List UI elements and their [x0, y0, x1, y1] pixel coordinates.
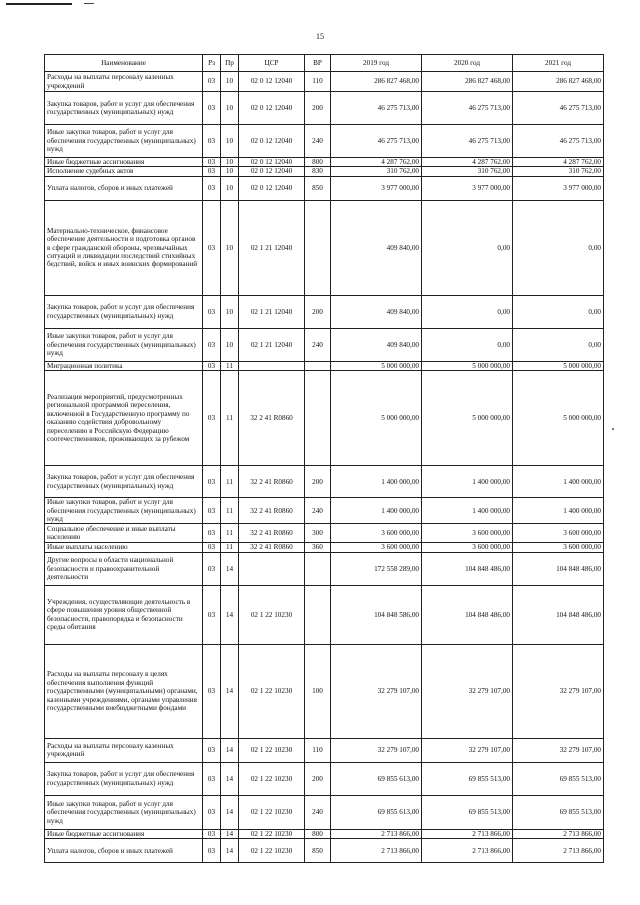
row-csr: 02 0 12 12040	[239, 92, 305, 125]
row-pr: 11	[221, 543, 239, 552]
row-2021: 69 855 513,00	[513, 762, 604, 795]
row-rz: 03	[203, 839, 221, 863]
row-2019: 46 275 713,00	[331, 92, 422, 125]
row-2021: 46 275 713,00	[513, 92, 604, 125]
row-2019: 32 279 107,00	[331, 738, 422, 762]
header-rule	[6, 3, 72, 5]
row-2019: 3 600 000,00	[331, 524, 422, 543]
row-vr	[305, 371, 331, 466]
row-2021: 1 400 000,00	[513, 466, 604, 498]
row-2021: 32 279 107,00	[513, 644, 604, 738]
row-pr: 10	[221, 328, 239, 361]
row-2020: 310 762,00	[422, 167, 513, 176]
row-2021: 32 279 107,00	[513, 738, 604, 762]
row-vr: 200	[305, 295, 331, 328]
row-name: Материально-техническое, финансовое обеспечение деятельности и подготовка органов в сфере гражданской обороны, чрезвычайных ситуаций и ликвидации последствий стихийных бедствий, войск и иных воинских формирований	[45, 200, 203, 295]
row-name: Иные закупки товаров, работ и услуг для обеспечения государственных (муниципальных) нужд	[45, 125, 203, 158]
table-row	[45, 167, 604, 176]
row-name: Закупка товаров, работ и услуг для обеспечения государственных (муниципальных) нужд	[45, 762, 203, 795]
row-csr: 02 0 12 12040	[239, 125, 305, 158]
row-csr: 02 1 22 10230	[239, 762, 305, 795]
row-rz: 03	[203, 738, 221, 762]
row-csr: 02 1 22 10230	[239, 585, 305, 644]
header-2020: 2020 год	[422, 55, 513, 72]
table-row	[45, 92, 604, 125]
row-pr: 14	[221, 552, 239, 585]
table-row	[45, 72, 604, 92]
row-2021: 3 600 000,00	[513, 543, 604, 552]
row-name: Расходы на выплаты персоналу в целях обеспечения выполнения функций государственными (муниципальными) органами, казенными учреждениями, органами управления государственными внебюджетными фондами	[45, 644, 203, 738]
row-2019: 104 848 586,00	[331, 585, 422, 644]
row-rz: 03	[203, 829, 221, 838]
row-csr: 02 1 22 10230	[239, 644, 305, 738]
table-row	[45, 543, 604, 552]
row-csr: 02 0 12 12040	[239, 176, 305, 200]
row-pr: 10	[221, 167, 239, 176]
row-vr: 240	[305, 328, 331, 361]
row-name: Иные выплаты населению	[45, 543, 203, 552]
row-csr: 02 0 12 12040	[239, 72, 305, 92]
row-pr: 10	[221, 176, 239, 200]
row-rz: 03	[203, 72, 221, 92]
row-2019: 69 855 613,00	[331, 762, 422, 795]
row-2020: 104 848 486,00	[422, 585, 513, 644]
table-row	[45, 762, 604, 795]
row-2021: 0,00	[513, 295, 604, 328]
row-vr	[305, 585, 331, 644]
table-row	[45, 125, 604, 158]
scan-mark	[612, 428, 614, 430]
row-rz: 03	[203, 176, 221, 200]
row-pr: 10	[221, 72, 239, 92]
row-2019: 5 000 000,00	[331, 371, 422, 466]
table-row	[45, 829, 604, 838]
row-2020: 32 279 107,00	[422, 644, 513, 738]
row-rz: 03	[203, 200, 221, 295]
table-row	[45, 361, 604, 370]
row-2020: 3 600 000,00	[422, 543, 513, 552]
row-rz: 03	[203, 328, 221, 361]
row-2021: 46 275 713,00	[513, 125, 604, 158]
row-rz: 03	[203, 795, 221, 829]
row-name: Учреждения, осуществляющие деятельность в сфере повышения уровня общественной безопасности, правопорядка и безопасности среды обитания	[45, 585, 203, 644]
row-2020: 46 275 713,00	[422, 125, 513, 158]
row-2020: 0,00	[422, 295, 513, 328]
row-2020: 286 827 468,00	[422, 72, 513, 92]
header-pr: Пр	[221, 55, 239, 72]
row-csr	[239, 361, 305, 370]
row-2019: 310 762,00	[331, 167, 422, 176]
table-row	[45, 176, 604, 200]
row-csr: 32 2 41 R0860	[239, 543, 305, 552]
header-rule-short	[84, 3, 94, 4]
row-2021: 286 827 468,00	[513, 72, 604, 92]
row-csr: 02 1 21 12040	[239, 295, 305, 328]
row-csr: 02 0 12 12040	[239, 167, 305, 176]
row-rz: 03	[203, 552, 221, 585]
row-2021: 5 000 000,00	[513, 361, 604, 370]
header-rz: Рз	[203, 55, 221, 72]
row-csr: 02 1 22 10230	[239, 738, 305, 762]
row-name: Иные бюджетные ассигнования	[45, 829, 203, 838]
row-2021: 4 287 762,00	[513, 158, 604, 167]
row-2020: 3 600 000,00	[422, 524, 513, 543]
header-name: Наименование	[45, 55, 203, 72]
row-name: Уплата налогов, сборов и иных платежей	[45, 839, 203, 863]
row-pr: 14	[221, 644, 239, 738]
row-rz: 03	[203, 371, 221, 466]
row-2021: 310 762,00	[513, 167, 604, 176]
row-pr: 11	[221, 524, 239, 543]
row-vr: 110	[305, 738, 331, 762]
row-vr	[305, 361, 331, 370]
row-2019: 1 400 000,00	[331, 466, 422, 498]
row-rz: 03	[203, 92, 221, 125]
row-2019: 409 840,00	[331, 295, 422, 328]
table-row	[45, 158, 604, 167]
row-vr: 200	[305, 762, 331, 795]
header-2019: 2019 год	[331, 55, 422, 72]
row-csr	[239, 552, 305, 585]
row-2021: 104 848 486,00	[513, 552, 604, 585]
table-row	[45, 498, 604, 524]
table-row	[45, 295, 604, 328]
row-csr: 32 2 41 R0860	[239, 466, 305, 498]
table-row	[45, 839, 604, 863]
row-name: Закупка товаров, работ и услуг для обеспечения государственных (муниципальных) нужд	[45, 295, 203, 328]
row-vr	[305, 552, 331, 585]
row-rz: 03	[203, 361, 221, 370]
row-2020: 1 400 000,00	[422, 498, 513, 524]
row-rz: 03	[203, 498, 221, 524]
row-2019: 46 275 713,00	[331, 125, 422, 158]
row-2019: 2 713 866,00	[331, 839, 422, 863]
row-rz: 03	[203, 644, 221, 738]
row-vr: 300	[305, 524, 331, 543]
table-row	[45, 738, 604, 762]
row-rz: 03	[203, 466, 221, 498]
row-rz: 03	[203, 167, 221, 176]
row-rz: 03	[203, 125, 221, 158]
row-csr: 02 1 22 10230	[239, 839, 305, 863]
row-pr: 11	[221, 466, 239, 498]
row-rz: 03	[203, 295, 221, 328]
row-2019: 4 287 762,00	[331, 158, 422, 167]
table-row	[45, 466, 604, 498]
row-vr: 110	[305, 72, 331, 92]
row-2020: 104 848 486,00	[422, 552, 513, 585]
row-2021: 2 713 866,00	[513, 829, 604, 838]
row-name: Миграционная политика	[45, 361, 203, 370]
header-csr: ЦСР	[239, 55, 305, 72]
header-2021: 2021 год	[513, 55, 604, 72]
table-row	[45, 328, 604, 361]
row-csr: 32 2 41 R0860	[239, 371, 305, 466]
row-vr: 200	[305, 92, 331, 125]
row-csr: 02 1 21 12040	[239, 200, 305, 295]
row-2019: 5 000 000,00	[331, 361, 422, 370]
row-2021: 2 713 866,00	[513, 839, 604, 863]
row-name: Закупка товаров, работ и услуг для обеспечения государственных (муниципальных) нужд	[45, 466, 203, 498]
row-name: Иные бюджетные ассигнования	[45, 158, 203, 167]
row-pr: 10	[221, 295, 239, 328]
row-name: Уплата налогов, сборов и иных платежей	[45, 176, 203, 200]
row-2021: 3 977 000,00	[513, 176, 604, 200]
row-csr: 02 1 22 10230	[239, 795, 305, 829]
row-csr: 32 2 41 R0860	[239, 498, 305, 524]
page-number: 15	[316, 32, 324, 41]
row-2019: 172 558 289,00	[331, 552, 422, 585]
row-pr: 14	[221, 738, 239, 762]
row-vr: 850	[305, 176, 331, 200]
header-vr: ВР	[305, 55, 331, 72]
row-name: Иные закупки товаров, работ и услуг для обеспечения государственных (муниципальных) нужд	[45, 498, 203, 524]
row-vr: 850	[305, 839, 331, 863]
row-pr: 10	[221, 125, 239, 158]
row-2021: 0,00	[513, 328, 604, 361]
row-pr: 11	[221, 371, 239, 466]
row-vr: 240	[305, 125, 331, 158]
row-vr: 240	[305, 795, 331, 829]
row-pr: 14	[221, 585, 239, 644]
row-name: Иные закупки товаров, работ и услуг для обеспечения государственных (муниципальных) нужд	[45, 795, 203, 829]
row-2019: 286 827 468,00	[331, 72, 422, 92]
row-2019: 3 977 000,00	[331, 176, 422, 200]
row-name: Исполнение судебных актов	[45, 167, 203, 176]
row-vr: 360	[305, 543, 331, 552]
row-2021: 3 600 000,00	[513, 524, 604, 543]
row-vr: 200	[305, 466, 331, 498]
row-pr: 14	[221, 839, 239, 863]
row-2020: 5 000 000,00	[422, 371, 513, 466]
row-rz: 03	[203, 585, 221, 644]
table-header-row	[45, 55, 604, 72]
row-2020: 0,00	[422, 200, 513, 295]
row-vr: 240	[305, 498, 331, 524]
row-vr: 800	[305, 158, 331, 167]
row-2021: 69 855 513,00	[513, 795, 604, 829]
row-name: Закупка товаров, работ и услуг для обеспечения государственных (муниципальных) нужд	[45, 92, 203, 125]
row-rz: 03	[203, 524, 221, 543]
row-2019: 32 279 107,00	[331, 644, 422, 738]
row-2019: 69 855 613,00	[331, 795, 422, 829]
row-2020: 69 855 513,00	[422, 762, 513, 795]
table-row	[45, 795, 604, 829]
row-2020: 4 287 762,00	[422, 158, 513, 167]
row-2020: 2 713 866,00	[422, 829, 513, 838]
row-2020: 3 977 000,00	[422, 176, 513, 200]
row-2020: 46 275 713,00	[422, 92, 513, 125]
row-vr: 800	[305, 829, 331, 838]
row-pr: 14	[221, 795, 239, 829]
row-2019: 2 713 866,00	[331, 829, 422, 838]
row-name: Другие вопросы в области национальной безопасности и правоохранительной деятельности	[45, 552, 203, 585]
row-pr: 14	[221, 829, 239, 838]
row-pr: 10	[221, 200, 239, 295]
row-2019: 3 600 000,00	[331, 543, 422, 552]
row-pr: 10	[221, 92, 239, 125]
row-2020: 5 000 000,00	[422, 361, 513, 370]
row-pr: 10	[221, 158, 239, 167]
row-rz: 03	[203, 543, 221, 552]
row-vr: 830	[305, 167, 331, 176]
row-name: Реализация мероприятий, предусмотренных региональной программой переселения, включенной в Государственную программу по оказанию содействия добровольному переселению в Российскую Федерацию соотечественников, проживающих за рубежом	[45, 371, 203, 466]
table-row	[45, 200, 604, 295]
row-name: Иные закупки товаров, работ и услуг для обеспечения государственных (муниципальных) нужд	[45, 328, 203, 361]
row-2019: 409 840,00	[331, 328, 422, 361]
table-row	[45, 585, 604, 644]
row-2021: 1 400 000,00	[513, 498, 604, 524]
row-vr: 100	[305, 644, 331, 738]
row-name: Социальное обеспечение и иные выплаты населению	[45, 524, 203, 543]
row-pr: 11	[221, 361, 239, 370]
row-csr: 02 1 22 10230	[239, 829, 305, 838]
row-2020: 69 855 513,00	[422, 795, 513, 829]
budget-table	[44, 54, 604, 863]
row-pr: 11	[221, 498, 239, 524]
row-2020: 2 713 866,00	[422, 839, 513, 863]
row-2021: 0,00	[513, 200, 604, 295]
row-2020: 1 400 000,00	[422, 466, 513, 498]
table-row	[45, 644, 604, 738]
row-name: Расходы на выплаты персоналу казенных учреждений	[45, 738, 203, 762]
table-row	[45, 371, 604, 466]
row-pr: 14	[221, 762, 239, 795]
row-name: Расходы на выплаты персоналу казенных учреждений	[45, 72, 203, 92]
row-csr: 32 2 41 R0860	[239, 524, 305, 543]
table-row	[45, 524, 604, 543]
row-2021: 104 848 486,00	[513, 585, 604, 644]
row-csr: 02 1 21 12040	[239, 328, 305, 361]
row-2020: 32 279 107,00	[422, 738, 513, 762]
row-2019: 1 400 000,00	[331, 498, 422, 524]
row-2020: 0,00	[422, 328, 513, 361]
table-row	[45, 552, 604, 585]
row-rz: 03	[203, 158, 221, 167]
row-vr	[305, 200, 331, 295]
row-csr: 02 0 12 12040	[239, 158, 305, 167]
row-rz: 03	[203, 762, 221, 795]
row-2019: 409 840,00	[331, 200, 422, 295]
row-2021: 5 000 000,00	[513, 371, 604, 466]
